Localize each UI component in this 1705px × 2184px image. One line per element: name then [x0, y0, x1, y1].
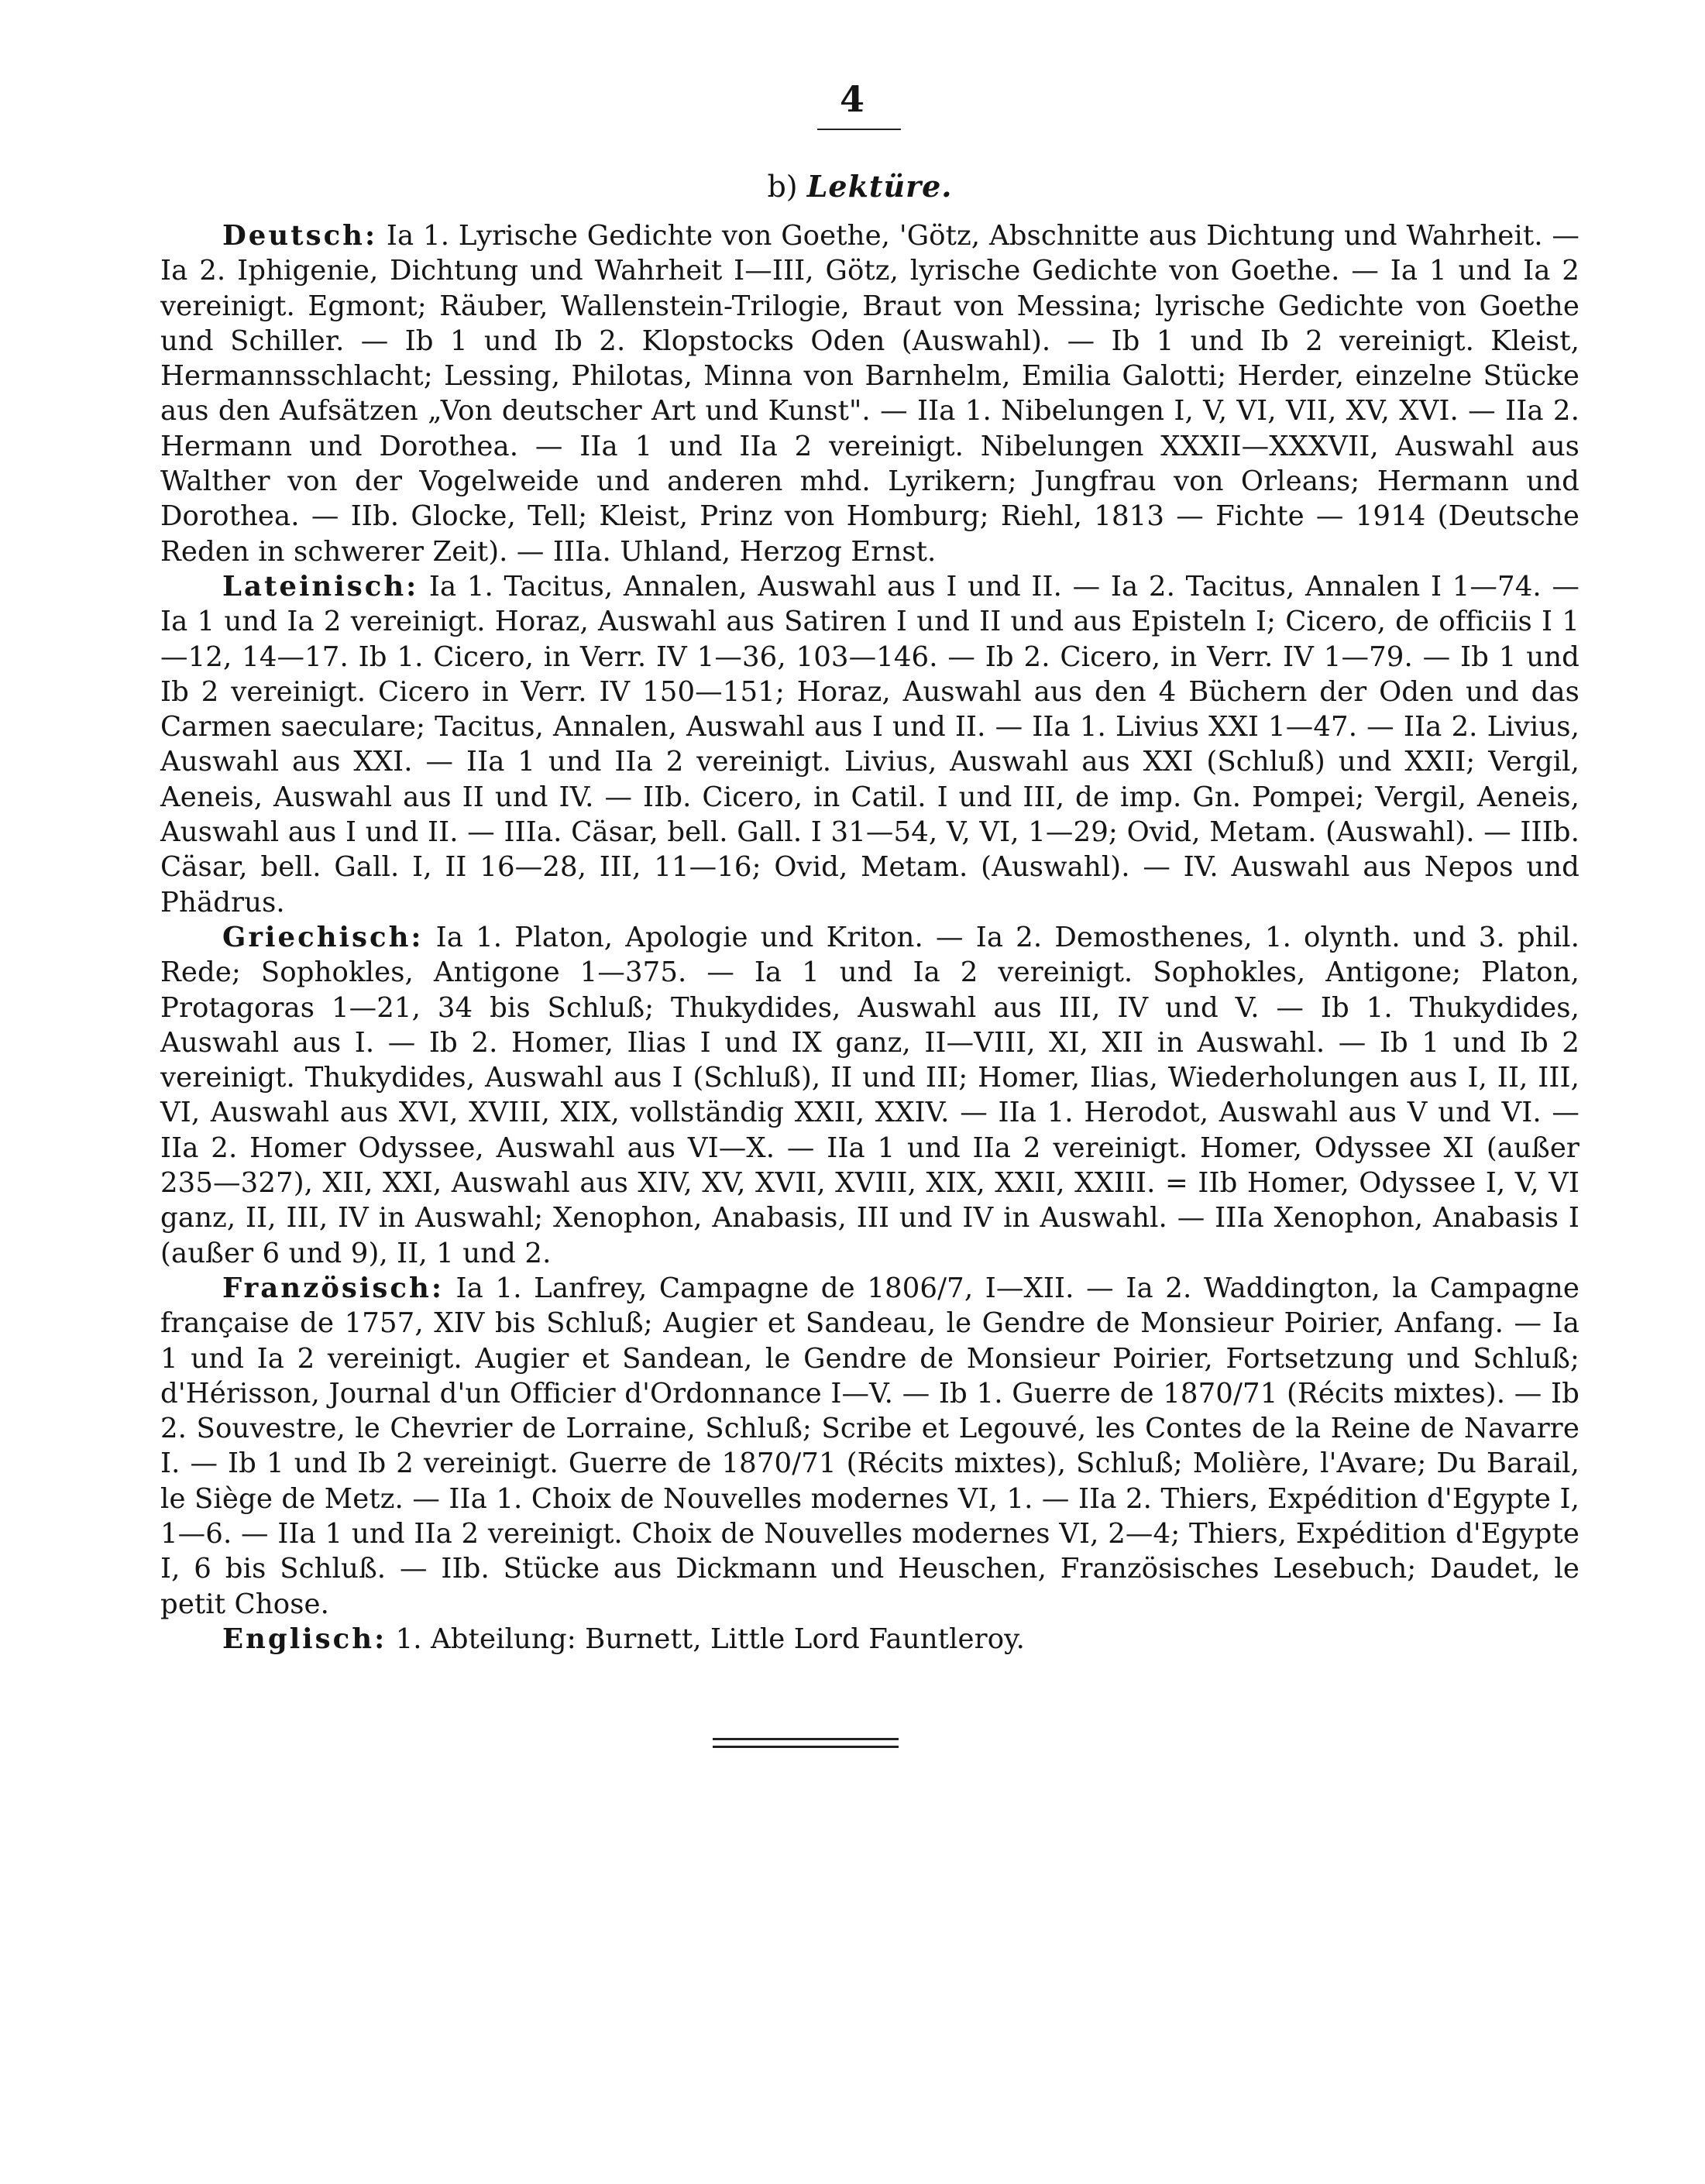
paragraph-text-deutsch: Ia 1. Lyrische Gedichte von Goethe, 'Götz, Abschnitte aus Dichtung und Wahrheit. — Ia 2. Iphigenie, Dichtung und Wahrheit I—III, Götz, lyrische Gedichte von Goethe. — Ia 1 und Ia 2 vereinigt. Egmont; Räuber, Wallenstein-Trilogie, Braut von Messina; lyrische Gedichte von Goethe und Schiller. — Ib 1 und Ib 2. Klopstocks Oden (Auswahl). — Ib 1 und Ib 2 vereinigt. Kleist, Hermannsschlacht; Lessing, Philotas, Minna von Barnhelm, Emilia Galotti; Herder, einzelne Stücke aus den Aufsätzen „Von deutscher Art und Kunst". — IIa 1. Nibelungen I, V, VI, VII, XV, XVI. — IIa 2. Hermann und Dorothea. — IIa 1 und IIa 2 vereinigt. Nibelungen XXXII—XXXVII, Auswahl aus Walther von der Vogelweide und anderen mhd. Lyrikern; Jungfrau von Orleans; Hermann und Dorothea. — IIb. Glocke, Tell; Kleist, Prinz von Homburg; Riehl, 1813 — Fichte — 1914 (Deutsche Reden in schwerer Zeit). — IIIa. Uhland, Herzog Ernst.: [160, 220, 1580, 568]
paragraph-text-lateinisch: Ia 1. Tacitus, Annalen, Auswahl aus I und II. — Ia 2. Tacitus, Annalen I 1—74. — Ia 1 und Ia 2 vereinigt. Horaz, Auswahl aus Satiren I und II und aus Episteln I; Cicero, de officiis I 1—12, 14—17. Ib 1. Cicero, in Verr. IV 1—36, 103—146. — Ib 2. Cicero, in Verr. IV 1—79. — Ib 1 und Ib 2 vereinigt. Cicero in Verr. IV 150—151; Horaz, Auswahl aus den 4 Büchern der Oden und das Carmen saeculare; Tacitus, Annalen, Auswahl aus I und II. — IIa 1. Livius XXI 1—47. — IIa 2. Livius, Auswahl aus XXI. — IIa 1 und IIa 2 vereinigt. Livius, Auswahl aus XXI (Schluß) und XXII; Vergil, Aeneis, Auswahl aus II und IV. — IIb. Cicero, in Catil. I und III, de imp. Gn. Pompei; Vergil, Aeneis, Auswahl aus I und II. — IIIa. Cäsar, bell. Gall. I 31—54, V, VI, 1—29; Ovid, Metam. (Auswahl). — IIIb. Cäsar, bell. Gall. I, II 16—28, III, 11—16; Ovid, Metam. (Auswahl). — IV. Auswahl aus Nepos und Phädrus.: [160, 570, 1580, 919]
paragraph-text-englisch: 1. Abteilung: Burnett, Little Lord Fauntleroy.: [395, 1623, 1026, 1655]
paragraph-englisch: [160, 1622, 1580, 1657]
paragraph-griechisch: [160, 920, 1580, 1271]
paragraph-text-franzoesisch: Ia 1. Lanfrey, Campagne de 1806/7, I—XII. — Ia 2. Waddington, la Campagne française de 1757, XIV bis Schluß; Augier et Sandeau, le Gendre de Monsieur Poirier, Anfang. — Ia 1 und Ia 2 vereinigt. Augier et Sandean, le Gendre de Monsieur Poirier, Fortsetzung und Schluß; d'Hérisson, Journal d'un Officier d'Ordonnance I—V. — Ib 1. Guerre de 1870/71 (Récits mixtes). — Ib 2. Souvestre, le Chevrier de Lorraine, Schluß; Scribe et Legouvé, les Contes de la Reine de Navarre I. — Ib 1 und Ib 2 vereinigt. Guerre de 1870/71 (Récits mixtes), Schluß; Molière, l'Avare; Du Barail, le Siège de Metz. — IIa 1. Choix de Nouvelles modernes VI, 1. — IIa 2. Thiers, Expédition d'Egypte I, 1—6. — IIa 1 und IIa 2 vereinigt. Choix de Nouvelles modernes VI, 2—4; Thiers, Expédition d'Egypte I, 6 bis Schluß. — IIb. Stücke aus Dickmann und Heuschen, Französisches Lesebuch; Daudet, le petit Chose.: [160, 1272, 1580, 1620]
paragraph-lateinisch: [160, 569, 1580, 920]
reading-list: [160, 218, 1580, 1657]
subject-label-englisch: Englisch:: [222, 1623, 387, 1655]
paragraph-deutsch: [160, 218, 1580, 569]
section-marker: b): [767, 170, 798, 204]
closing-rule-lower: [713, 1746, 899, 1748]
page-number-rule: [817, 129, 901, 130]
paragraph-franzoesisch: [160, 1271, 1580, 1622]
paragraph-text-griechisch: Ia 1. Platon, Apologie und Kriton. — Ia 2. Demosthenes, 1. olynth. und 3. phil. Rede; Sophokles, Antigone 1—375. — Ia 1 und Ia 2 vereinigt. Sophokles, Antigone; Platon, Protagoras 1—21, 34 bis Schluß; Thukydides, Auswahl aus III, IV und V. — Ib 1. Thukydides, Auswahl aus I. — Ib 2. Homer, Ilias I und IX ganz, II—VIII, XI, XII in Auswahl. — Ib 1 und Ib 2 vereinigt. Thukydides, Auswahl aus I (Schluß), II und III; Homer, Ilias, Wiederholungen aus I, II, III, VI, Auswahl aus XVI, XVIII, XIX, vollständig XXII, XXIV. — IIa 1. Herodot, Auswahl aus V und VI. — IIa 2. Homer Odyssee, Auswahl aus VI—X. — IIa 1 und IIa 2 vereinigt. Homer, Odyssee XI (außer 235—327), XII, XXI, Auswahl aus XIV, XV, XVII, XVIII, XIX, XXII, XXIII. = IIb Homer, Odyssee I, V, VI ganz, II, III, IV in Auswahl; Xenophon, Anabasis, III und IV in Auswahl. — IIIa Xenophon, Anabasis I (außer 6 und 9), II, 1 und 2.: [160, 921, 1580, 1269]
section-title: Lektüre.: [806, 169, 953, 204]
page-number: 4: [839, 78, 865, 120]
closing-rule-upper: [713, 1738, 899, 1740]
subject-label-lateinisch: Lateinisch:: [222, 570, 419, 603]
section-heading: [759, 169, 961, 205]
subject-label-deutsch: Deutsch:: [222, 220, 378, 252]
subject-label-franzoesisch: Französisch:: [222, 1272, 444, 1304]
subject-label-griechisch: Griechisch:: [222, 921, 424, 953]
